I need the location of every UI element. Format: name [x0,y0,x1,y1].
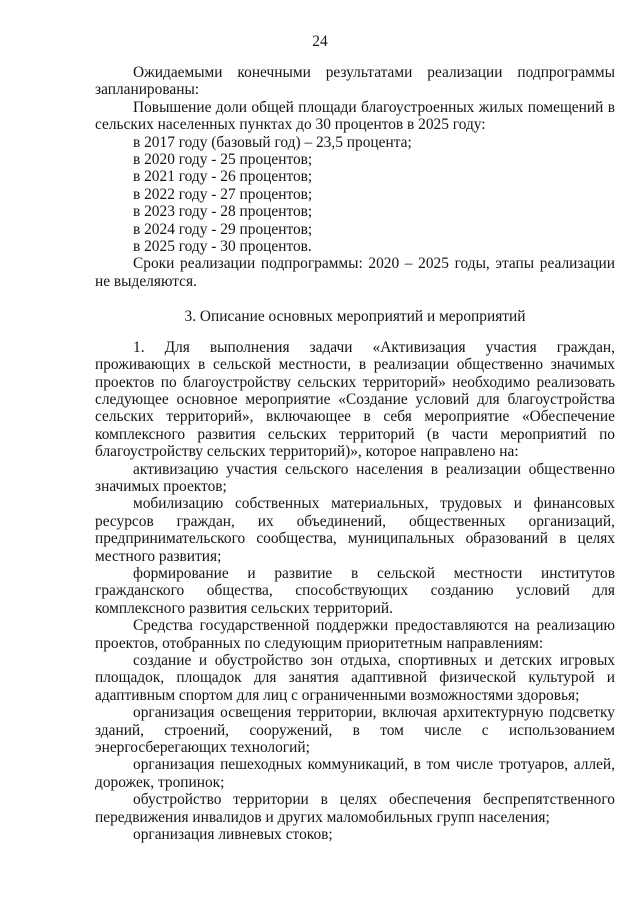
paragraph: Сроки реализации подпрограммы: 2020 – 2025 годы, этапы реализации не выделяются. [95,255,615,290]
section-heading: 3. Описание основных мероприятий и мероприятий [184,308,526,326]
paragraph: обустройство территории в целях обеспечения беспрепятственного передвижения инвалидов и других маломобильных групп населения; [95,791,615,826]
paragraph: формирование и развитие в сельской местности институтов гражданского общества, способствующих созданию условий для комплексного развития сельских территорий. [95,564,615,617]
paragraph: организация освещения территории, включая архитектурную подсветку зданий, строений, сооружений, в том числе с использованием энергосберегающих технологий; [95,704,615,757]
paragraph: Ожидаемыми конечными результатами реализации подпрограммы запланированы: [95,64,615,99]
list-item: в 2022 году - 27 процентов; [133,185,313,203]
paragraph: активизацию участия сельского населения в реализации общественно значимых проектов; [95,460,615,495]
paragraph: организация пешеходных коммуникаций, в том числе тротуаров, аллей, дорожек, тропинок; [95,756,615,791]
list-item: в 2025 году - 30 процентов. [133,238,312,256]
list-item: в 2017 году (базовый год) – 23,5 процента; [133,133,412,151]
list-item: в 2023 году - 28 процентов; [133,203,313,221]
page-number: 24 [312,33,328,50]
list-item: в 2020 году - 25 процентов; [133,151,313,169]
paragraph: организация ливневых стоков; [133,826,333,844]
paragraph: мобилизацию собственных материальных, трудовых и финансовых ресурсов граждан, их объединений, общественных организаций, предпринимательского сообщества, муниципальных образований в целях местного развития; [95,495,615,565]
paragraph: создание и обустройство зон отдыха, спортивных и детских игровых площадок, площадок для занятия адаптивной физической культурой и адаптивным спортом для лиц с ограниченными возможностями здоровья; [95,652,615,704]
paragraph: Средства государственной поддержки предоставляются на реализацию проектов, отобранных по следующим приоритетным направлениям: [95,617,615,652]
list-item: в 2024 году - 29 процентов; [133,220,313,238]
results-section [95,64,615,843]
paragraph: Повышение доли общей площади благоустроенных жилых помещений в сельских населенных пунктах до 30 процентов в 2025 году: [95,98,615,134]
paragraph: 1. Для выполнения задачи «Активизация участия граждан, проживающих в сельской местности, в реализации общественно значимых проектов по благоустройству сельских территорий» необходимо реализовать следующее основное мероприятие «Создание условий для благоустройства сельских территорий», включающее в себя мероприятие «Обеспечение комплексного развития сельских территорий (в части мероприятий по благоустройству сельских территорий)», которое направлено на: [95,338,615,461]
list-item: в 2021 году - 26 процентов; [133,168,313,186]
